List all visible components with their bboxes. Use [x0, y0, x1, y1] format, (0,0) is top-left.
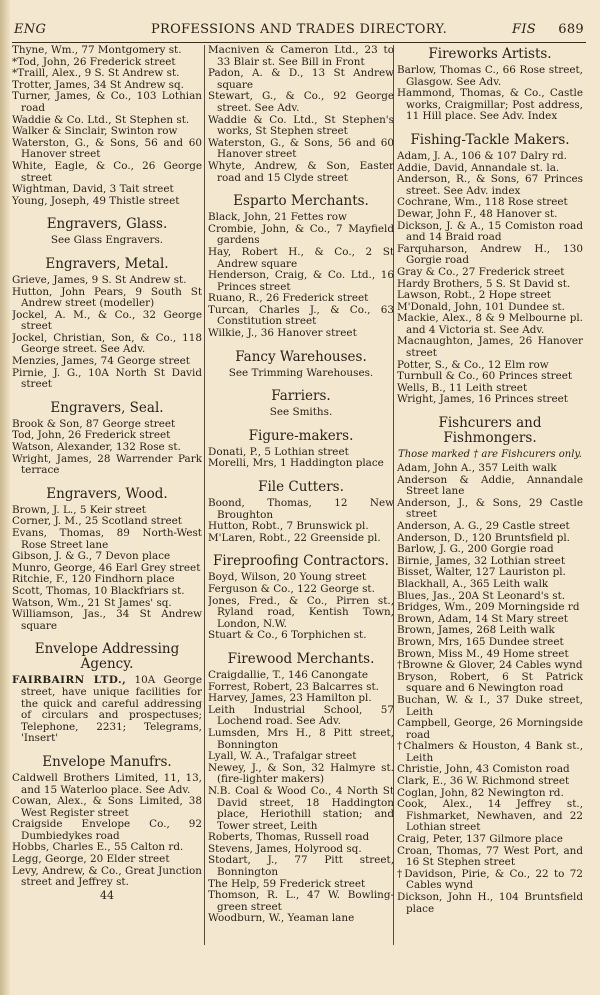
section-heading: Farriers.: [271, 388, 331, 405]
directory-entry: Lyall, W. A., Trafalgar street: [208, 750, 357, 763]
directory-entry: Gibson, J. & G., 7 Devon place: [12, 550, 171, 563]
header-title: PROFESSIONS AND TRADES DIRECTORY.: [150, 22, 448, 37]
directory-entry: Trotter, James, 34 St Andrew sq.: [12, 78, 184, 91]
directory-entry: Anderson, R., & Sons, 67 Princes street. See Adv. index: [397, 173, 583, 197]
directory-entry: Stodart, J., 77 Pitt street, Bonnington: [208, 854, 394, 879]
directory-entry: Wright, James, 16 Princes street: [397, 393, 568, 406]
directory-entry: Padon, A. & D., 13 St Andrew square: [208, 67, 394, 91]
column-3: [397, 45, 583, 990]
directory-entry: Boyd, Wilson, 20 Young street: [208, 571, 367, 584]
directory-entry: Forrest, Robert, 23 Balcarres st.: [208, 680, 379, 693]
directory-entry: Corner, J. M., 25 Scotland street: [12, 515, 182, 528]
directory-entry: Brown, Adam, 14 St Mary street: [397, 612, 568, 625]
advert-entry: [12, 675, 202, 745]
entry-list: [208, 212, 394, 340]
page-header: [14, 22, 584, 42]
directory-entry: Waterston, G., & Sons, 56 and 60 Hanover street: [208, 136, 394, 161]
entry-list: [12, 275, 202, 391]
directory-entry: Blackhall, A., 365 Leith walk: [397, 577, 549, 590]
directory-entry: Hardy Brothers, 5 S. St David st.: [397, 277, 571, 290]
directory-entry: Jockel, Christian, Son, & Co., 118 George street. See Adv.: [12, 331, 202, 356]
column-2: [208, 45, 394, 990]
directory-entry: Brown, Mrs, 165 Dundee street: [397, 635, 564, 648]
directory-entry: Dickson, John H., 104 Bruntsfield place: [397, 891, 583, 915]
directory-entry: Dewar, John F., 48 Hanover st.: [397, 207, 558, 220]
cross-reference: See Glass Engravers.: [50, 234, 164, 247]
section-heading: Firewood Merchants.: [227, 650, 375, 667]
directory-entry: †Davidson, Pirie, & Co., 22 to 72 Cables wynd: [397, 867, 583, 892]
directory-entry: Wright, James, 28 Warrender Park terrace: [12, 452, 202, 477]
directory-entry: Grieve, James, 9 S. St Andrew st.: [12, 273, 187, 286]
section-heading: Engravers, Metal.: [45, 255, 169, 272]
directory-entry: Munro, George, 46 Earl Grey street: [12, 561, 201, 574]
directory-entry: Brook & Son, 87 George street: [12, 417, 176, 430]
directory-entry: Thomson, R. L., 47 W. Bowling-green street: [208, 889, 394, 913]
directory-entry: Lumsden, Mrs H., 8 Pitt street, Bonnington: [208, 726, 394, 751]
directory-entry: Wightman, David, 3 Tait street: [12, 183, 174, 196]
directory-entry: Cook, Alex., 14 Jeffrey st., Fishmarket, Newhaven, and 22 Lothian street: [397, 798, 583, 834]
directory-entry: Scott, Thomas, 10 Blackfriars st.: [12, 584, 185, 597]
directory-entry: Dickson, J. & A., 15 Comiston road and 14 Braid road: [397, 219, 583, 244]
directory-entry: Jones, Fred., & Co., Pirren st., Ryland road, Kentish Town, London, N.W.: [208, 594, 394, 630]
directory-entry: Brown, James, 268 Leith walk: [397, 624, 555, 637]
directory-entry: Christie, John, 43 Comiston road: [397, 763, 570, 776]
directory-entry: Evans, Thomas, 89 North-West Rose Street lane: [12, 527, 202, 551]
directory-entry: N.B. Coal & Wood Co., 4 North St David street, 18 Haddington place, Heriothill station; and Tower street, Leith: [208, 784, 394, 832]
directory-entry: M'Donald, John, 101 Dundee st.: [397, 300, 565, 313]
section-heading: Fishcurers and Fishmongers.: [438, 415, 542, 447]
directory-entry: Donati, P., 5 Lothian street: [208, 445, 349, 458]
directory-entry: Caldwell Brothers Limited, 11, 13, and 15 Waterloo place. See Adv.: [12, 771, 202, 796]
section-heading: Engravers, Glass.: [46, 216, 168, 233]
header-rule: [12, 42, 586, 43]
directory-entry: Harvey, James, 23 Hamilton pl.: [208, 692, 372, 705]
directory-entry: Ruano, R., 26 Frederick street: [208, 292, 369, 305]
cross-reference: See Trimming Warehouses.: [228, 366, 374, 379]
directory-entry: Bridges, Wm., 209 Morningside rd: [397, 601, 580, 614]
entry-list: [12, 505, 202, 633]
section-heading: Fancy Warehouses.: [235, 348, 367, 365]
column-divider: [204, 45, 205, 945]
section-heading: Fishing-Tackle Makers.: [410, 131, 570, 148]
directory-entry: Woodburn, W., Yeaman lane: [208, 912, 355, 925]
directory-entry: Adam, John A., 357 Leith walk: [397, 462, 557, 475]
directory-entry: Potter, S., & Co., 12 Elm row: [397, 358, 549, 371]
entry-list: [208, 447, 394, 470]
directory-entry: Addie, David, Annandale st. la.: [397, 161, 560, 174]
directory-entry: Stuart & Co., 6 Torphichen st.: [208, 629, 367, 642]
directory-entry: Macniven & Cameron Ltd., 23 to 33 Blair st. See Bill in Front: [208, 45, 394, 68]
directory-entry: Blues, Jas., 20A St Leonard's st.: [397, 589, 566, 602]
directory-entry: Anderson, J., & Sons, 29 Castle street: [397, 496, 583, 521]
directory-entry: Hutton, Robt., 7 Brunswick pl.: [208, 520, 369, 533]
directory-entry: Watson, Alexander, 132 Rose st.: [12, 441, 181, 454]
directory-entry: Black, John, 21 Fettes row: [208, 211, 347, 224]
directory-entry: Newey, J., & Son, 32 Halmyre st. (fire-lighter makers): [208, 761, 394, 786]
directory-entry: Hutton, John Pears, 9 South St Andrew street (modeller): [12, 285, 202, 310]
directory-entry: Hay, Robert H., & Co., 2 St Andrew square: [208, 245, 394, 270]
entry-list: [208, 572, 394, 642]
advert-firm-name: FAIRBAIRN LTD.,: [12, 674, 127, 687]
cross-reference: See Smiths.: [269, 406, 333, 419]
column-1: [12, 45, 202, 990]
directory-entry: Croan, Thomas, 77 West Port, and 16 St Stephen street: [397, 844, 583, 869]
binding-gutter: [0, 0, 10, 995]
section-heading: File Cutters.: [258, 479, 344, 496]
directory-entry: Walker & Sinclair, Swinton row: [12, 125, 178, 138]
section-heading: Fireworks Artists.: [428, 46, 552, 62]
directory-entry: Cochrane, Wm., 118 Rose street: [397, 196, 568, 209]
directory-entry: Roberts, Thomas, Russell road: [208, 831, 370, 844]
header-page-number: 689: [558, 22, 584, 37]
section-heading: Figure-makers.: [248, 427, 354, 444]
directory-entry: Crombie, John, & Co., 7 Mayfield gardens: [208, 222, 394, 247]
directory-entry: *Traill, Alex., 9 S. St Andrew st.: [12, 67, 180, 80]
directory-entry: Tod, John, 26 Frederick street: [12, 429, 171, 442]
directory-entry: Henderson, Craig, & Co. Ltd., 16 Princes street: [208, 269, 394, 293]
advert-text: 10A George street, have unique facilities for the quick and careful addressing of circulars and prospectuses; Telephone, 2231; Telegrams, 'Insert': [21, 674, 202, 745]
directory-entry: Ritchie, F., 120 Findhorn place: [12, 573, 175, 586]
directory-entry: Adam, J. A., 106 & 107 Dalry rd.: [397, 149, 567, 162]
directory-entry: Craigdallie, T., 146 Canongate: [208, 668, 369, 681]
entry-list: [12, 773, 202, 889]
directory-entry: Hammond, Thomas, & Co., Castle works, Craigmillar; Post address, 11 Hill place. See Adv. Index: [397, 87, 583, 123]
directory-entry: Lawson, Robt., 2 Hope street: [397, 289, 551, 302]
directory-entry: Waddie & Co. Ltd., St Stephen st.: [12, 113, 190, 126]
directory-entry: †Chalmers & Houston, 4 Bank st., Leith: [397, 740, 583, 764]
directory-entry: Anderson, D., 120 Bruntsfield pl.: [397, 531, 570, 544]
directory-entry: Ferguson & Co., 122 George st.: [208, 583, 375, 595]
directory-entry: Campbell, George, 26 Morningside road: [397, 717, 583, 741]
section-heading: Engravers, Seal.: [50, 399, 164, 416]
directory-entry: Birnie, James, 32 Lothian street: [397, 554, 566, 567]
directory-entry: Menzies, James, 74 George street: [12, 355, 190, 368]
directory-entry: Bryson, Robert, 6 St Patrick square and 6 Newington road: [397, 670, 583, 695]
directory-entry: Wells, B., 11 Leith street: [397, 381, 528, 394]
entry-list: [12, 419, 202, 477]
directory-entry: Whyte, Andrew, & Son, Easter road and 15 Clyde street: [208, 159, 394, 184]
section-heading: Envelope Manufrs.: [42, 753, 172, 770]
directory-entry: Turcan, Charles J., & Co., 63 Constitution street: [208, 303, 394, 328]
section-heading: Esparto Merchants.: [233, 193, 369, 210]
directory-entry: Stewart, G., & Co., 92 George street. See Adv.: [208, 90, 394, 114]
directory-entry: Brown, Miss M., 49 Home street: [397, 647, 569, 660]
directory-entry: Waterston, G., & Sons, 56 and 60 Hanover street: [12, 136, 202, 161]
section-heading: Fireproofing Contractors.: [213, 553, 389, 570]
directory-entry: Farquharson, Andrew H., 130 Gorgie road: [397, 242, 583, 267]
directory-entry: Wilkie, J., 36 Hanover street: [208, 327, 357, 340]
directory-entry: Hobbs, Charles E., 55 Calton rd.: [12, 841, 184, 854]
entry-list: [208, 498, 394, 544]
entry-list: [208, 45, 394, 184]
entry-list: [397, 151, 583, 406]
directory-entry: Bisset, Walter, 127 Lauriston pl.: [397, 566, 566, 579]
directory-entry: Anderson & Addie, Annandale Street lane: [397, 473, 583, 498]
directory-entry: Turnbull & Co., 60 Princes street: [397, 370, 573, 383]
header-left-keyword: ENG: [14, 22, 47, 37]
directory-entry: M'Laren, Robt., 22 Greenside pl.: [208, 531, 381, 544]
directory-entry: Watson, Wm., 21 St James' sq.: [12, 596, 172, 609]
directory-entry: Barlow, Thomas C., 66 Rose street, Glasgow. See Adv.: [397, 64, 583, 88]
directory-entry: Thyne, Wm., 77 Montgomery st.: [12, 45, 182, 56]
directory-entry: Stevens, James, Holyrood sq.: [208, 842, 362, 855]
directory-entry: Coglan, John, 82 Newington rd.: [397, 786, 564, 799]
directory-entry: †Browne & Glover, 24 Cables wynd: [397, 659, 583, 672]
directory-entry: Craig, Peter, 137 Gilmore place: [397, 833, 563, 846]
directory-entry: Levy, Andrew, & Co., Great Junction street and Jeffrey st.: [12, 864, 202, 889]
entry-list: [397, 65, 583, 123]
directory-entry: The Help, 59 Frederick street: [208, 877, 366, 890]
directory-entry: Mackie, Alex., 8 & 9 Melbourne pl. and 4 Victoria st. See Adv.: [397, 312, 583, 336]
section-heading: Envelope Addressing Agency.: [34, 641, 180, 673]
entry-list: [208, 670, 394, 925]
directory-entry: Young, Joseph, 49 Thistle street: [12, 194, 180, 207]
directory-entry: White, Eagle, & Co., 26 George street: [12, 159, 202, 184]
directory-entry: *Tod, John, 26 Frederick street: [12, 55, 176, 68]
directory-entry: Leith Industrial School, 57 Lochend road. See Adv.: [208, 703, 394, 728]
directory-entry: Buchan, W. & I., 37 Duke street, Leith: [397, 693, 583, 718]
directory-entry: Clark, E., 36 W. Richmond street: [397, 775, 570, 788]
entry-list: [12, 45, 202, 207]
header-right-keyword: FIS: [512, 22, 536, 37]
directory-entry: Williamson, Jas., 34 St Andrew square: [12, 608, 202, 632]
section-heading: Engravers, Wood.: [46, 485, 168, 502]
directory-entry: Legg, George, 20 Elder street: [12, 853, 170, 866]
entry-list: [397, 463, 583, 915]
directory-entry: Turner, James, & Co., 103 Lothian road: [12, 90, 202, 114]
directory-entry: Boond, Thomas, 12 New Broughton: [208, 497, 394, 521]
directory-entry: Macnaughton, James, 26 Hanover street: [397, 335, 583, 360]
directory-entry: Waddie & Co. Ltd., St Stephen's works, St Stephen street: [208, 113, 394, 138]
directory-entry: Anderson, A. G., 29 Castle street: [397, 520, 570, 532]
directory-entry: Barlow, J. G., 200 Gorgie road: [397, 543, 554, 556]
directory-entry: Gray & Co., 27 Frederick street: [397, 265, 565, 278]
directory-entry: Cowan, Alex., & Sons Limited, 38 West Register street: [12, 795, 202, 819]
directory-entry: Morelli, Mrs, 1 Haddington place: [208, 457, 384, 470]
directory-entry: Pirnie, J. G., 10A North St David street: [12, 366, 202, 391]
directory-entry: Jockel, A. M., & Co., 32 George street: [12, 308, 202, 333]
footer-page-number: 44: [100, 888, 114, 902]
directory-entry: Craigside Envelope Co., 92 Dumbiedykes road: [12, 818, 202, 842]
directory-entry: Brown, J. L., 5 Keir street: [12, 503, 146, 516]
section-note: Those marked † are Fishcurers only.: [398, 449, 582, 461]
